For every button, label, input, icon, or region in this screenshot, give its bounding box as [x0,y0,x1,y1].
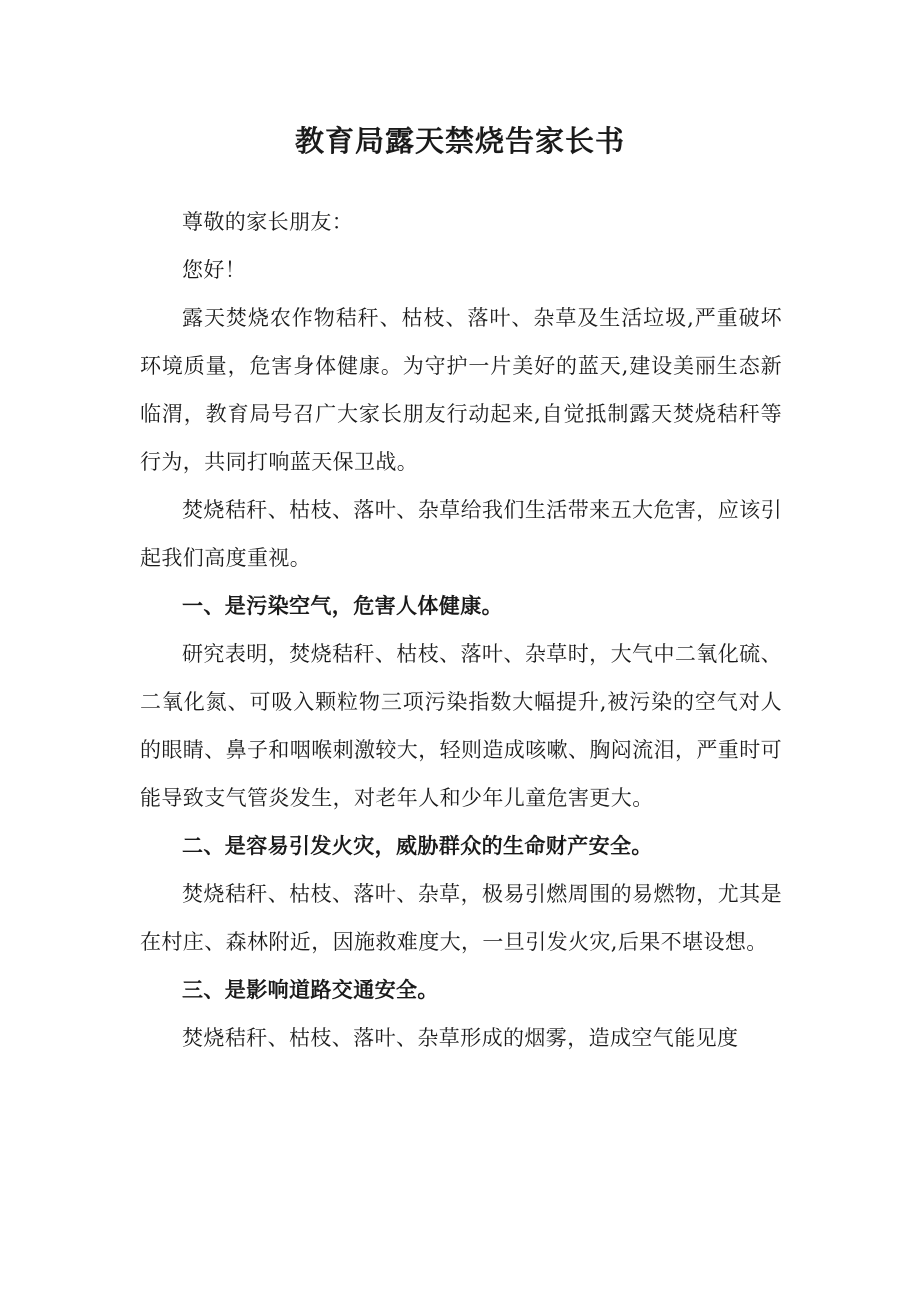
section-2-heading: 二、是容易引发火灾，威胁群众的生命财产安全。 [182,834,653,858]
section-1-heading: 一、是污染空气，危害人体健康。 [182,594,503,618]
section-3-text: 焚烧秸秆、枯枝、落叶、杂草形成的烟雾，造成空气能见度 [182,1026,739,1050]
greeting: 您好！ [182,258,247,282]
section-1-text: 研究表明，焚烧秸秆、枯枝、落叶、杂草时，大气中二氧化硫、二氧化氮、可吸入颗粒物三项污染指数大幅提升,被污染的空气对人的眼睛、鼻子和咽喉刺激较大，轻则造成咳嗽、胸闷流泪，严重时可能导致支气管炎发生，对老年人和少年儿童危害更大。 [140,642,782,810]
section-3-heading: 三、是影响道路交通安全。 [182,978,439,1002]
summary-paragraph: 焚烧秸秆、枯枝、落叶、杂草给我们生活带来五大危害，应该引起我们高度重视。 [140,498,782,570]
letter-body [140,198,782,1062]
intro-paragraph: 露天焚烧农作物秸秆、枯枝、落叶、杂草及生活垃圾,严重破坏环境质量，危害身体健康。为守护一片美好的蓝天,建设美丽生态新临渭，教育局号召广大家长朋友行动起来,自觉抵制露天焚烧秸秆等行为，共同打响蓝天保卫战。 [140,306,782,474]
section-2-text: 焚烧秸秆、枯枝、落叶、杂草，极易引燃周围的易燃物，尤其是在村庄、森林附近，因施救难度大，一旦引发火灾,后果不堪设想。 [140,882,782,954]
document-title: 教育局露天禁烧告家长书 [294,124,625,158]
salutation: 尊敬的家长朋友： [182,210,354,234]
